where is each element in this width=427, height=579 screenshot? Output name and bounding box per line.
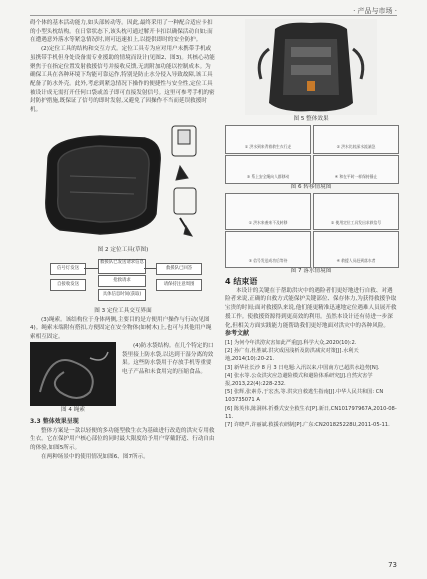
paragraph: 整体方案是一款以轻便的多功能型救生衣为基础进行改造的洪灾专用救生衣。它在保护用户核心部位的同时最大限度给予用户穿戴舒适、行动自由的体验,如图5所示。 xyxy=(30,427,215,451)
paragraph: (3)绳索。该结构位于身体两侧,主要目的是方便用户操作与行动(见图4)。绳索末端附有搭扣,方便固定在安全物体(如树木)上,也可与其他用户绳索相互固定。 xyxy=(30,316,212,341)
right-column xyxy=(225,19,397,429)
figure-6-transfer-scenes xyxy=(225,125,397,183)
figure-6-caption: 图 6 转移情境图 xyxy=(290,184,332,190)
scene-panel: ② 使用定位工具发出求救信号 xyxy=(313,193,399,230)
reference-list xyxy=(225,339,397,429)
signal-send-box: 信号灯发送 xyxy=(50,263,86,275)
rope-illustration xyxy=(30,342,116,406)
scene-panel: ③ 信号发送成功后等待 xyxy=(225,231,311,268)
header-rule xyxy=(30,15,397,16)
figure-5-caption: 图 5 整体效果 xyxy=(293,116,329,122)
rescue-request-box: 抢救请求 xyxy=(98,275,146,287)
figure-4-caption: 图 4 绳索 xyxy=(61,406,85,413)
scene-panel: ① 洪水来袭来不及转移 xyxy=(225,193,311,230)
flow-arrow xyxy=(84,268,98,269)
references-heading: 参考文献 xyxy=(225,330,250,338)
rescue-sent-box: 救援队已发送请求信息 xyxy=(98,259,146,274)
left-column xyxy=(30,19,216,461)
figure-5-overall xyxy=(245,19,377,115)
rescue-answered-box: 救援队已回答 xyxy=(156,263,202,275)
paragraph: (4)防水袋结构。在几个特定的口袋里接上防水袋,以达到干湿分离的效果。这些防水袋用于存放手机等重要电子产品和未食用完的压缩食品。 xyxy=(122,342,214,375)
figure-3-interface xyxy=(42,257,204,307)
reference-item: [4] 张水等.公众洪灾应急避险模式和避险体系研究[J].自然灾害学报,2013,22(4):228-232. xyxy=(225,372,373,387)
scene-panel: ④ 和在平时一样保持静止 xyxy=(313,155,399,184)
section-4-heading: 4 结束语 xyxy=(225,277,258,286)
figure-2-caption: 图 2 定位工具(草图) xyxy=(97,246,149,253)
reference-item: [3] 新华社长沙 8 月 3 日电题:入汛以来,中国南方已超洪水趋势[N]. xyxy=(225,364,380,371)
figure-4-rope xyxy=(30,342,116,406)
reference-item: [6] 陈英伟,陈洞林.折叠式安全救生衣[P].新日,CN101797967A,2010-08-11. xyxy=(225,405,397,420)
figure-4-block xyxy=(30,342,216,418)
scene-panel: ② 洪水比较深水流湍急 xyxy=(313,125,399,154)
scene-panel: ③ 系上安全绳向人群移动 xyxy=(225,155,311,184)
running-header: · 产品与市场 · xyxy=(353,7,397,15)
paragraph: (2)定位工具的结构和交互方式。定位工具专为应对用户未携带手机或虽携带手机但身处设备需专业援助的情境而设计(见图2、图3)。其核心功能聚焦于在指定位置发射救援信号并接收反馈,无需附加功能以控制成本。为确保工具在各种环境下均能可靠运作,特别是防止水分侵入导致故障,该工具配备了防水外壳。此外,考虑到紧急情况下操作的便捷性与安全性,定位工具被设计成无需打开任何口袋或盖子即可直接发射信号。这里可参考手机的密封防护措施,既保证了信号的即时发射,又避免了因操作不当而延误救援时机。 xyxy=(30,46,215,114)
scene-panel: ④ 救援人员赶到落水者 xyxy=(313,231,399,268)
page-number: 73 xyxy=(388,561,397,569)
figure-7-caption: 图 7 落水情境图 xyxy=(290,268,332,274)
reference-item: [7] 许晓声,许丽斌.救援衣研制[P].广东:CN201825228U,2011-05-11. xyxy=(225,421,390,428)
paragraph: 碍个体的基本活动能力,如头部转动等。因此,最终采用了一种配合适应卡扣的小型头枕结构。在日常状态下,该头枕可通过解开卡扣以确保活动自如;而在遭遇意外落水等紧急情况时,则可迅速扣上,以提供即时的安全防护。 xyxy=(30,20,213,44)
figure-7-water-scenes xyxy=(225,193,397,267)
scene-panel: ① 洪水到来背着救生衣行走 xyxy=(225,125,311,154)
life-vest-render xyxy=(245,19,377,115)
paragraph: 本设计的关键在于帮助洪灾中的遇险者们更好地进行自救、对遇险者来说,正确的自救方式能保护关键部位、保存体力,为获得救援争取宝贵的时间;面对救援队来说,他们能更精准迅速地定位遇难人员展开救援工作。使救援资源得到更高效的利用。虽然本设计还有待进一步深化,但相关方面实践能力能帮助我们更好地面对洪灾中的各种风险。 xyxy=(225,287,397,329)
reference-item: [5] 张辉,张素芬,于宏杰,等.洪灾自救逃生指南[J].中华人民共和国: CN 103735071 A xyxy=(225,389,384,404)
receive-send-box: 自接收发送 xyxy=(50,279,86,291)
figure-3-caption: 图 3 定位工具交互界面 xyxy=(94,307,152,314)
reference-item: [2] 孙广有,杜胜斌.洪灾成因浅析及防洪减灾对策[J].水利天地,2014(10):20-21. xyxy=(225,348,359,363)
paragraph: 在两种场景中的使用情况如图6、图7所示。 xyxy=(41,453,149,460)
reference-item: [1] 为何今年洪涝灾害如此严重[J].科学大众,2020(10):2. xyxy=(225,339,357,346)
flow-arrow xyxy=(144,268,156,269)
sketch-illustration xyxy=(30,118,216,246)
info-time-box: 具体信息时间(获取) xyxy=(98,289,146,301)
figure-2-sketch xyxy=(30,118,216,246)
section-3-3-heading: 3.3 整体效果呈现 xyxy=(30,417,79,425)
keep-alert-box: 请保持注意周围 xyxy=(156,279,202,291)
